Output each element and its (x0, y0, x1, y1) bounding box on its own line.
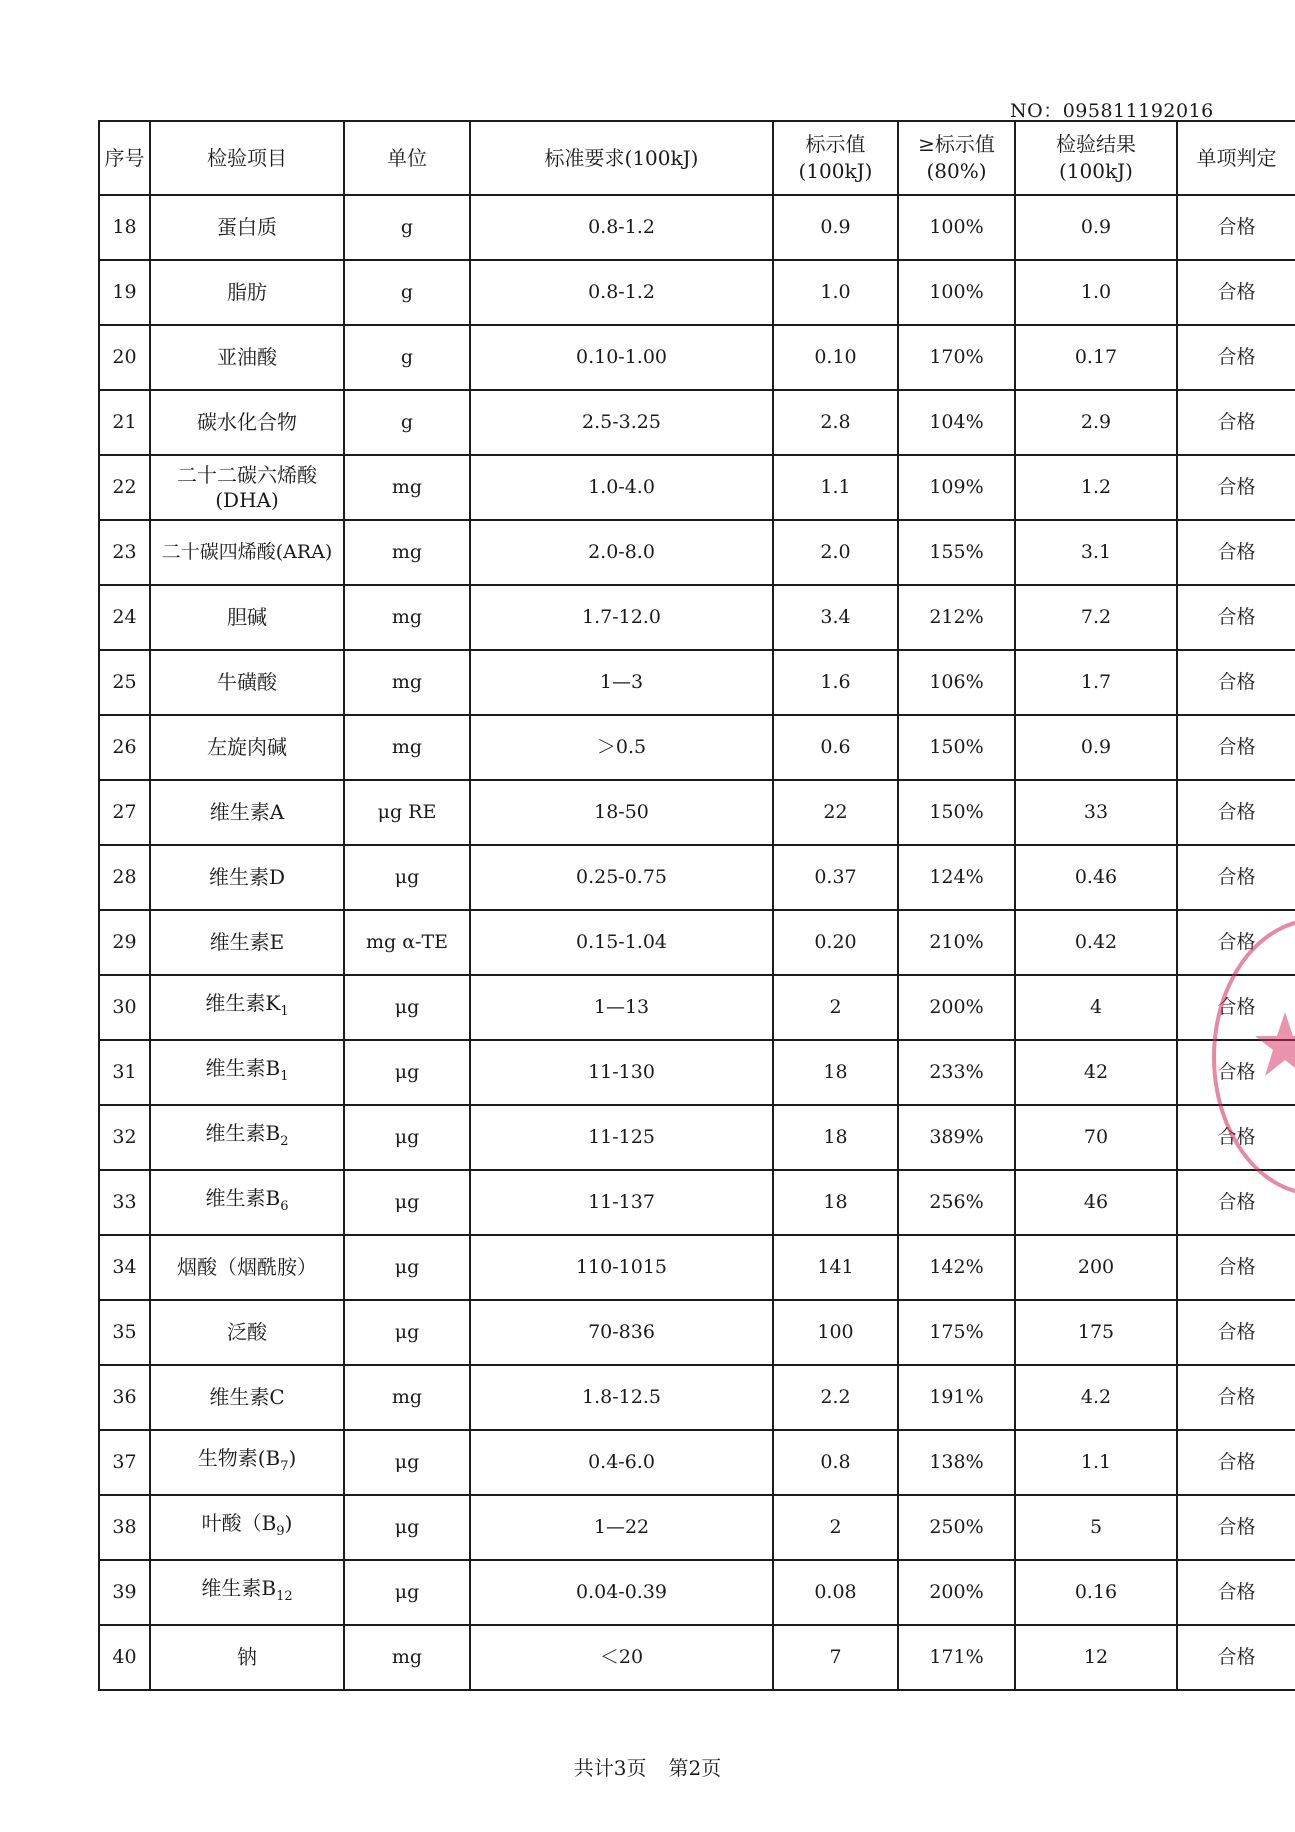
cell-seq: 31 (99, 1040, 150, 1105)
table-row (99, 1560, 1295, 1625)
cell-label-value: 141 (773, 1235, 898, 1300)
cell-unit: μg (344, 1235, 470, 1300)
cell-judgement: 合格 (1177, 1625, 1295, 1690)
item-name: 二十碳四烯酸(ARA) (161, 541, 333, 563)
cell-result: 175 (1015, 1300, 1177, 1365)
cell-seq: 37 (99, 1430, 150, 1495)
cell-seq: 19 (99, 260, 150, 325)
header-label-value (773, 121, 898, 195)
item-name: 左旋肉碱 (207, 735, 287, 759)
cell-seq: 39 (99, 1560, 150, 1625)
cell-standard: 1—22 (470, 1495, 773, 1560)
cell-label-value: 2.0 (773, 520, 898, 585)
header-result-line1: 检验结果 (1056, 132, 1136, 156)
cell-label-value: 0.6 (773, 715, 898, 780)
cell-label-pct: 109% (898, 455, 1015, 520)
cell-standard: 1—3 (470, 650, 773, 715)
cell-seq: 33 (99, 1170, 150, 1235)
cell-label-value: 0.9 (773, 195, 898, 260)
cell-judgement: 合格 (1177, 780, 1295, 845)
cell-standard: 2.5-3.25 (470, 390, 773, 455)
cell-standard: 0.4-6.0 (470, 1430, 773, 1495)
header-judgement: 单项判定 (1177, 121, 1295, 195)
cell-label-value: 2 (773, 975, 898, 1040)
cell-unit: g (344, 325, 470, 390)
cell-seq: 28 (99, 845, 150, 910)
cell-unit: μg (344, 1495, 470, 1560)
cell-unit: mg (344, 520, 470, 585)
cell-result: 0.46 (1015, 845, 1177, 910)
cell-result: 3.1 (1015, 520, 1177, 585)
table-row (99, 1235, 1295, 1300)
cell-unit: mg α-TE (344, 910, 470, 975)
cell-judgement: 合格 (1177, 1170, 1295, 1235)
cell-seq: 29 (99, 910, 150, 975)
cell-item (150, 1235, 344, 1300)
cell-label-value: 0.8 (773, 1430, 898, 1495)
cell-label-value: 0.08 (773, 1560, 898, 1625)
cell-seq: 40 (99, 1625, 150, 1690)
cell-item (150, 845, 344, 910)
item-name: 泛酸 (227, 1320, 267, 1344)
cell-item (150, 1105, 344, 1170)
cell-result: 4.2 (1015, 1365, 1177, 1430)
cell-seq: 26 (99, 715, 150, 780)
table-row (99, 715, 1295, 780)
cell-standard: 110-1015 (470, 1235, 773, 1300)
cell-result: 0.16 (1015, 1560, 1177, 1625)
cell-judgement: 合格 (1177, 1105, 1295, 1170)
cell-judgement: 合格 (1177, 390, 1295, 455)
cell-label-pct: 142% (898, 1235, 1015, 1300)
cell-unit: μg (344, 1560, 470, 1625)
cell-standard: 0.04-0.39 (470, 1560, 773, 1625)
cell-unit: g (344, 260, 470, 325)
cell-item (150, 910, 344, 975)
cell-unit: μg (344, 1300, 470, 1365)
cell-label-pct: 191% (898, 1365, 1015, 1430)
cell-standard: 70-836 (470, 1300, 773, 1365)
item-subscript: 9 (276, 1524, 285, 1539)
cell-unit: μg (344, 1105, 470, 1170)
item-suffix: ) (288, 1446, 297, 1470)
header-standard: 标准要求(100kJ) (470, 121, 773, 195)
cell-item (150, 650, 344, 715)
cell-standard: 11-137 (470, 1170, 773, 1235)
cell-item (150, 585, 344, 650)
cell-result: 5 (1015, 1495, 1177, 1560)
cell-label-value: 2.2 (773, 1365, 898, 1430)
cell-label-value: 18 (773, 1105, 898, 1170)
item-subscript: 2 (280, 1134, 289, 1149)
cell-result: 0.9 (1015, 195, 1177, 260)
cell-item (150, 1625, 344, 1690)
cell-result: 2.9 (1015, 390, 1177, 455)
cell-label-value: 7 (773, 1625, 898, 1690)
table-row (99, 325, 1295, 390)
cell-unit: g (344, 390, 470, 455)
item-name: 蛋白质 (217, 215, 277, 239)
item-name: 维生素B (205, 1121, 281, 1145)
item-name: 碳水化合物 (197, 410, 297, 434)
cell-result: 70 (1015, 1105, 1177, 1170)
cell-result: 46 (1015, 1170, 1177, 1235)
cell-judgement: 合格 (1177, 975, 1295, 1040)
cell-standard: 0.25-0.75 (470, 845, 773, 910)
cell-standard: 18-50 (470, 780, 773, 845)
item-name: 二十二碳六烯酸 (177, 462, 317, 487)
item-name: 维生素B (201, 1576, 277, 1600)
cell-judgement: 合格 (1177, 455, 1295, 520)
cell-item (150, 1495, 344, 1560)
cell-label-value: 18 (773, 1040, 898, 1105)
cell-seq: 32 (99, 1105, 150, 1170)
cell-seq: 38 (99, 1495, 150, 1560)
cell-label-pct: 100% (898, 260, 1015, 325)
cell-label-pct: 104% (898, 390, 1015, 455)
cell-seq: 22 (99, 455, 150, 520)
table-row (99, 260, 1295, 325)
cell-item (150, 390, 344, 455)
table-row (99, 650, 1295, 715)
page-footer (0, 1752, 1295, 1781)
cell-standard: 1—13 (470, 975, 773, 1040)
cell-unit: mg (344, 650, 470, 715)
header-label-pct-line2: (80%) (926, 159, 987, 183)
cell-item (150, 1170, 344, 1235)
cell-unit: mg (344, 1625, 470, 1690)
header-result-line2: (100kJ) (1059, 159, 1133, 183)
table-row (99, 1625, 1295, 1690)
cell-seq: 36 (99, 1365, 150, 1430)
cell-item (150, 1560, 344, 1625)
cell-seq: 34 (99, 1235, 150, 1300)
table-row (99, 1365, 1295, 1430)
item-name: 生物素(B (197, 1446, 281, 1470)
cell-item (150, 1430, 344, 1495)
table-header (99, 121, 1295, 195)
cell-seq: 18 (99, 195, 150, 260)
table-row (99, 845, 1295, 910)
cell-result: 1.2 (1015, 455, 1177, 520)
table-row (99, 1300, 1295, 1365)
cell-label-pct: 138% (898, 1430, 1015, 1495)
cell-label-pct: 212% (898, 585, 1015, 650)
item-subscript: 1 (280, 1069, 289, 1084)
item-name: 维生素D (208, 865, 286, 889)
cell-label-pct: 256% (898, 1170, 1015, 1235)
cell-judgement: 合格 (1177, 1560, 1295, 1625)
cell-unit: mg (344, 715, 470, 780)
item-name: 亚油酸 (217, 345, 277, 369)
cell-label-value: 100 (773, 1300, 898, 1365)
cell-item (150, 1040, 344, 1105)
table-row (99, 390, 1295, 455)
cell-judgement: 合格 (1177, 520, 1295, 585)
cell-label-pct: 124% (898, 845, 1015, 910)
cell-item (150, 975, 344, 1040)
table-body (99, 195, 1295, 1690)
cell-unit: g (344, 195, 470, 260)
header-label-value-line2: (100kJ) (798, 159, 873, 183)
cell-label-pct: 150% (898, 780, 1015, 845)
cell-label-pct: 200% (898, 1560, 1015, 1625)
cell-unit: μg (344, 1040, 470, 1105)
inspection-table (98, 120, 1295, 1691)
cell-label-value: 1.6 (773, 650, 898, 715)
cell-seq: 35 (99, 1300, 150, 1365)
header-label-value-line1: 标示值 (805, 132, 866, 156)
cell-item (150, 520, 344, 585)
table-row (99, 780, 1295, 845)
cell-item (150, 260, 344, 325)
cell-result: 4 (1015, 975, 1177, 1040)
cell-item (150, 780, 344, 845)
item-name: 胆碱 (227, 605, 267, 629)
cell-unit: mg (344, 1365, 470, 1430)
cell-standard: 11-125 (470, 1105, 773, 1170)
cell-result: 12 (1015, 1625, 1177, 1690)
cell-judgement: 合格 (1177, 650, 1295, 715)
cell-result: 1.1 (1015, 1430, 1177, 1495)
cell-seq: 25 (99, 650, 150, 715)
cell-unit: μg (344, 1170, 470, 1235)
header-label-pct-line1: ≥标示值 (918, 132, 995, 156)
cell-result: 1.7 (1015, 650, 1177, 715)
cell-seq: 27 (99, 780, 150, 845)
item-name: 钠 (237, 1645, 257, 1669)
cell-label-pct: 150% (898, 715, 1015, 780)
cell-label-pct: 106% (898, 650, 1015, 715)
cell-standard: 1.7-12.0 (470, 585, 773, 650)
item-name: 维生素C (209, 1385, 285, 1409)
cell-unit: μg (344, 975, 470, 1040)
item-name: 脂肪 (227, 280, 267, 304)
document-number: NO：095811192016 (1010, 100, 1214, 122)
total-pages: 共计3页 (573, 1756, 647, 1780)
cell-judgement: 合格 (1177, 1365, 1295, 1430)
cell-label-value: 1.1 (773, 455, 898, 520)
table-row (99, 975, 1295, 1040)
cell-judgement: 合格 (1177, 195, 1295, 260)
cell-result: 0.42 (1015, 910, 1177, 975)
cell-label-pct: 100% (898, 195, 1015, 260)
cell-item (150, 1365, 344, 1430)
cell-item (150, 455, 344, 520)
cell-label-value: 18 (773, 1170, 898, 1235)
cell-label-pct: 210% (898, 910, 1015, 975)
cell-judgement: 合格 (1177, 1300, 1295, 1365)
table-row (99, 1040, 1295, 1105)
cell-unit: μg (344, 1430, 470, 1495)
item-name: 维生素B (205, 1186, 281, 1210)
header-seq: 序号 (99, 121, 150, 195)
cell-seq: 23 (99, 520, 150, 585)
cell-result: 33 (1015, 780, 1177, 845)
item-name: 维生素K (205, 991, 281, 1015)
header-item: 检验项目 (150, 121, 344, 195)
cell-item (150, 195, 344, 260)
table-row (99, 520, 1295, 585)
cell-label-value: 2.8 (773, 390, 898, 455)
table-row (99, 585, 1295, 650)
cell-label-pct: 175% (898, 1300, 1015, 1365)
cell-label-pct: 171% (898, 1625, 1015, 1690)
cell-result: 0.17 (1015, 325, 1177, 390)
item-name-line2: (DHA) (215, 487, 279, 512)
item-name: 叶酸（B (201, 1511, 277, 1535)
cell-judgement: 合格 (1177, 585, 1295, 650)
cell-result: 7.2 (1015, 585, 1177, 650)
cell-item (150, 325, 344, 390)
cell-standard: 11-130 (470, 1040, 773, 1105)
cell-unit: mg (344, 455, 470, 520)
cell-label-value: 2 (773, 1495, 898, 1560)
table-row (99, 1105, 1295, 1170)
cell-label-pct: 233% (898, 1040, 1015, 1105)
cell-result: 42 (1015, 1040, 1177, 1105)
table-row (99, 195, 1295, 260)
item-name: 维生素E (209, 930, 285, 954)
cell-label-value: 0.10 (773, 325, 898, 390)
item-subscript: 7 (280, 1459, 289, 1474)
cell-judgement: 合格 (1177, 845, 1295, 910)
item-subscript: 6 (280, 1199, 289, 1214)
cell-standard: 0.8-1.2 (470, 195, 773, 260)
cell-standard: ＞0.5 (470, 715, 773, 780)
cell-result: 200 (1015, 1235, 1177, 1300)
cell-label-pct: 155% (898, 520, 1015, 585)
cell-unit: mg (344, 585, 470, 650)
cell-judgement: 合格 (1177, 325, 1295, 390)
cell-result: 0.9 (1015, 715, 1177, 780)
cell-item (150, 715, 344, 780)
cell-result: 1.0 (1015, 260, 1177, 325)
table-row (99, 910, 1295, 975)
current-page: 第2页 (668, 1756, 722, 1780)
cell-seq: 20 (99, 325, 150, 390)
item-name: 维生素A (209, 800, 285, 824)
cell-label-pct: 389% (898, 1105, 1015, 1170)
cell-judgement: 合格 (1177, 910, 1295, 975)
cell-label-value: 1.0 (773, 260, 898, 325)
cell-judgement: 合格 (1177, 1495, 1295, 1560)
table-row (99, 455, 1295, 520)
cell-label-pct: 250% (898, 1495, 1015, 1560)
cell-standard: ＜20 (470, 1625, 773, 1690)
item-name: 维生素B (205, 1056, 281, 1080)
cell-label-value: 3.4 (773, 585, 898, 650)
header-result (1015, 121, 1177, 195)
cell-label-value: 22 (773, 780, 898, 845)
cell-standard: 0.8-1.2 (470, 260, 773, 325)
header-label-pct (898, 121, 1015, 195)
cell-standard: 0.15-1.04 (470, 910, 773, 975)
cell-label-value: 0.37 (773, 845, 898, 910)
cell-label-value: 0.20 (773, 910, 898, 975)
cell-judgement: 合格 (1177, 1430, 1295, 1495)
cell-label-pct: 200% (898, 975, 1015, 1040)
cell-judgement: 合格 (1177, 715, 1295, 780)
table-row (99, 1495, 1295, 1560)
item-name: 牛磺酸 (217, 670, 277, 694)
cell-seq: 30 (99, 975, 150, 1040)
cell-seq: 24 (99, 585, 150, 650)
item-name: 烟酸（烟酰胺） (177, 1255, 317, 1279)
cell-standard: 1.8-12.5 (470, 1365, 773, 1430)
cell-standard: 0.10-1.00 (470, 325, 773, 390)
cell-unit: μg RE (344, 780, 470, 845)
cell-seq: 21 (99, 390, 150, 455)
cell-judgement: 合格 (1177, 1235, 1295, 1300)
item-subscript: 1 (280, 1004, 289, 1019)
cell-standard: 1.0-4.0 (470, 455, 773, 520)
cell-standard: 2.0-8.0 (470, 520, 773, 585)
header-unit: 单位 (344, 121, 470, 195)
table-row (99, 1430, 1295, 1495)
cell-judgement: 合格 (1177, 260, 1295, 325)
item-suffix: ) (284, 1511, 293, 1535)
cell-label-pct: 170% (898, 325, 1015, 390)
cell-unit: μg (344, 845, 470, 910)
item-subscript: 12 (276, 1589, 293, 1604)
cell-judgement: 合格 (1177, 1040, 1295, 1105)
cell-item (150, 1300, 344, 1365)
table-row (99, 1170, 1295, 1235)
